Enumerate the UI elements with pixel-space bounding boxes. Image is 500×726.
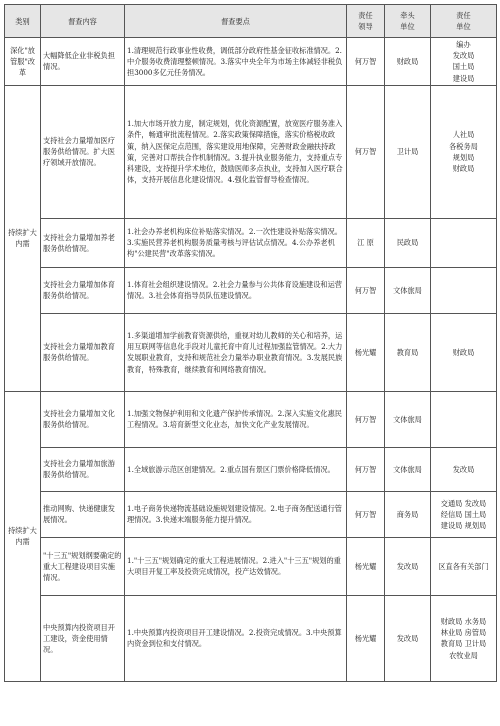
resp-unit-cell: 发改局 <box>431 447 497 491</box>
lead-unit-cell: 卫计局 <box>385 85 431 218</box>
content-cell: "十三五"规划纲要确定的重大工程建设项目实施情况。 <box>41 537 125 595</box>
points-cell: 1.清理规范行政事业性收费，调低部分政府性基金征收标准情况。2.中介服务收费清理整顿情况。3.落实中央全年为市场主体减轻非税负担3000多亿元任务情况。 <box>125 38 347 86</box>
table-row <box>5 313 497 391</box>
points-cell: 1.电子商务快递物流基础设施规划建设情况。2.电子商务配送通行管理情况。3.快递末端服务能力提升情况。 <box>125 491 347 537</box>
header-lead-unit: 牵头 单位 <box>385 5 431 38</box>
lead-unit-cell: 文体旅局 <box>385 447 431 491</box>
resp-unit-cell: 财政局 <box>431 313 497 391</box>
leader-cell: 何万智 <box>347 85 385 218</box>
content-cell: 支持社会力量增加教育服务供给情况。 <box>41 313 125 391</box>
resp-unit-cell <box>431 391 497 447</box>
table-row <box>5 218 497 267</box>
header-content: 督查内容 <box>41 5 125 38</box>
leader-cell: 何万智 <box>347 447 385 491</box>
leader-cell: 江 原 <box>347 218 385 267</box>
header-row <box>5 5 497 38</box>
supervision-table <box>4 4 497 682</box>
leader-cell: 杨光耀 <box>347 595 385 681</box>
resp-unit-cell: 区直各有关部门 <box>431 537 497 595</box>
resp-unit-cell: 编办 发改局 国土局 建设局 <box>431 38 497 86</box>
resp-unit-cell: 交通局 发改局 经信局 国土局 建设局 规划局 <box>431 491 497 537</box>
header-leader: 责任 领导 <box>347 5 385 38</box>
table-row <box>5 267 497 313</box>
resp-unit-cell: 人社局 各税务局 规划局 财政局 <box>431 85 497 218</box>
table-row <box>5 537 497 595</box>
leader-cell: 何万智 <box>347 38 385 86</box>
points-cell: 1.加强文物保护利用和文化遗产保护传承情况。2.深入实施文化惠民工程情况。3.培育新型文化业态，加快文化产业发展情况。 <box>125 391 347 447</box>
content-cell: 支持社会力量增加养老服务供给情况。 <box>41 218 125 267</box>
points-cell: 1.体育社会组织建设情况。2.社会力量参与公共体育设施建设和运营情况。3.社会体育指导员队伍建设情况。 <box>125 267 347 313</box>
supervision-table-wrap <box>4 4 496 722</box>
leader-cell: 杨光耀 <box>347 537 385 595</box>
category-cell: 深化"放管服"改革 <box>5 38 41 86</box>
content-cell: 支持社会力量增加旅游服务供给情况。 <box>41 447 125 491</box>
points-cell: 1.社会办养老机构床位补贴落实情况。2.一次性建设补贴落实情况。3.实施民营养老机构服务质量考核与评估试点情况。4.公办养老机构"公建民营"改革落实情况。 <box>125 218 347 267</box>
table-row <box>5 595 497 681</box>
lead-unit-cell: 财政局 <box>385 38 431 86</box>
lead-unit-cell: 民政局 <box>385 218 431 267</box>
leader-cell: 何万智 <box>347 267 385 313</box>
content-cell: 支持社会力量增加医疗服务供给情况。扩大医疗领域开放情况。 <box>41 85 125 218</box>
header-category: 类别 <box>5 5 41 38</box>
leader-cell: 杨光耀 <box>347 313 385 391</box>
content-cell: 推动网购、快递健康发展情况。 <box>41 491 125 537</box>
header-points: 督查要点 <box>125 5 347 38</box>
resp-unit-cell: 财政局 水务局 林业局 房管局 教育局 卫计局 农牧业局 <box>431 595 497 681</box>
points-cell: 1."十三五"规划确定的重大工程进展情况。2.进入"十三五"规划的重大项目开复工率及投资完成情况，投产达效情况。 <box>125 537 347 595</box>
category-cell: 持续扩大内需 <box>5 85 41 391</box>
table-row <box>5 85 497 218</box>
content-cell: 支持社会力量增加文化服务供给情况。 <box>41 391 125 447</box>
lead-unit-cell: 发改局 <box>385 595 431 681</box>
leader-cell: 何万智 <box>347 391 385 447</box>
lead-unit-cell: 文体旅局 <box>385 391 431 447</box>
category-cell: 持续扩大内需 <box>5 391 41 681</box>
table-row <box>5 391 497 447</box>
content-cell: 支持社会力量增加体育服务供给情况。 <box>41 267 125 313</box>
lead-unit-cell: 商务局 <box>385 491 431 537</box>
points-cell: 1.中央预算内投资项目开工建设情况。2.投资完成情况。3.中央预算内资金到位和支付情况。 <box>125 595 347 681</box>
table-row <box>5 447 497 491</box>
table-row <box>5 38 497 86</box>
resp-unit-cell <box>431 218 497 267</box>
header-resp-unit: 责任 单位 <box>431 5 497 38</box>
points-cell: 1.多渠道增加学前教育资源供给，重视对幼儿教师的关心和培养，运用互联网等信息化手段对儿童托育中育儿过程加强监管情况。2.大力发展职业教育，支持和规范社会力量举办职业教育情况。3.发展民族教育，特殊教育，继续教育和网络教育情况。 <box>125 313 347 391</box>
lead-unit-cell: 文体旅局 <box>385 267 431 313</box>
content-cell: 大幅降低企业非税负担情况。 <box>41 38 125 86</box>
table-row <box>5 491 497 537</box>
leader-cell: 何万智 <box>347 491 385 537</box>
points-cell: 1.全域旅游示范区创建情况。2.重点国有景区门票价格降低情况。 <box>125 447 347 491</box>
resp-unit-cell <box>431 267 497 313</box>
lead-unit-cell: 发改局 <box>385 537 431 595</box>
content-cell: 中央预算内投资项目开工建设，资金使用情况。 <box>41 595 125 681</box>
points-cell: 1.加大市场开放力度，制定规划，优化资源配置，放宽医疗服务准入条件，畅通审批流程情况。2.落实政策保障措施，落实价格税收政策，纳入医保定点范围，落实建设用地保障，完善财政金融扶持政策，完善对口帮扶合作机制情况。3.提升执业服务能力，支持重点专科建设，支持提升学术地位，鼓励医师多点执业，支持加入医疗联合体，支持开展信息化建设情况。4.强化监管督导检查情况。 <box>125 85 347 218</box>
lead-unit-cell: 教育局 <box>385 313 431 391</box>
